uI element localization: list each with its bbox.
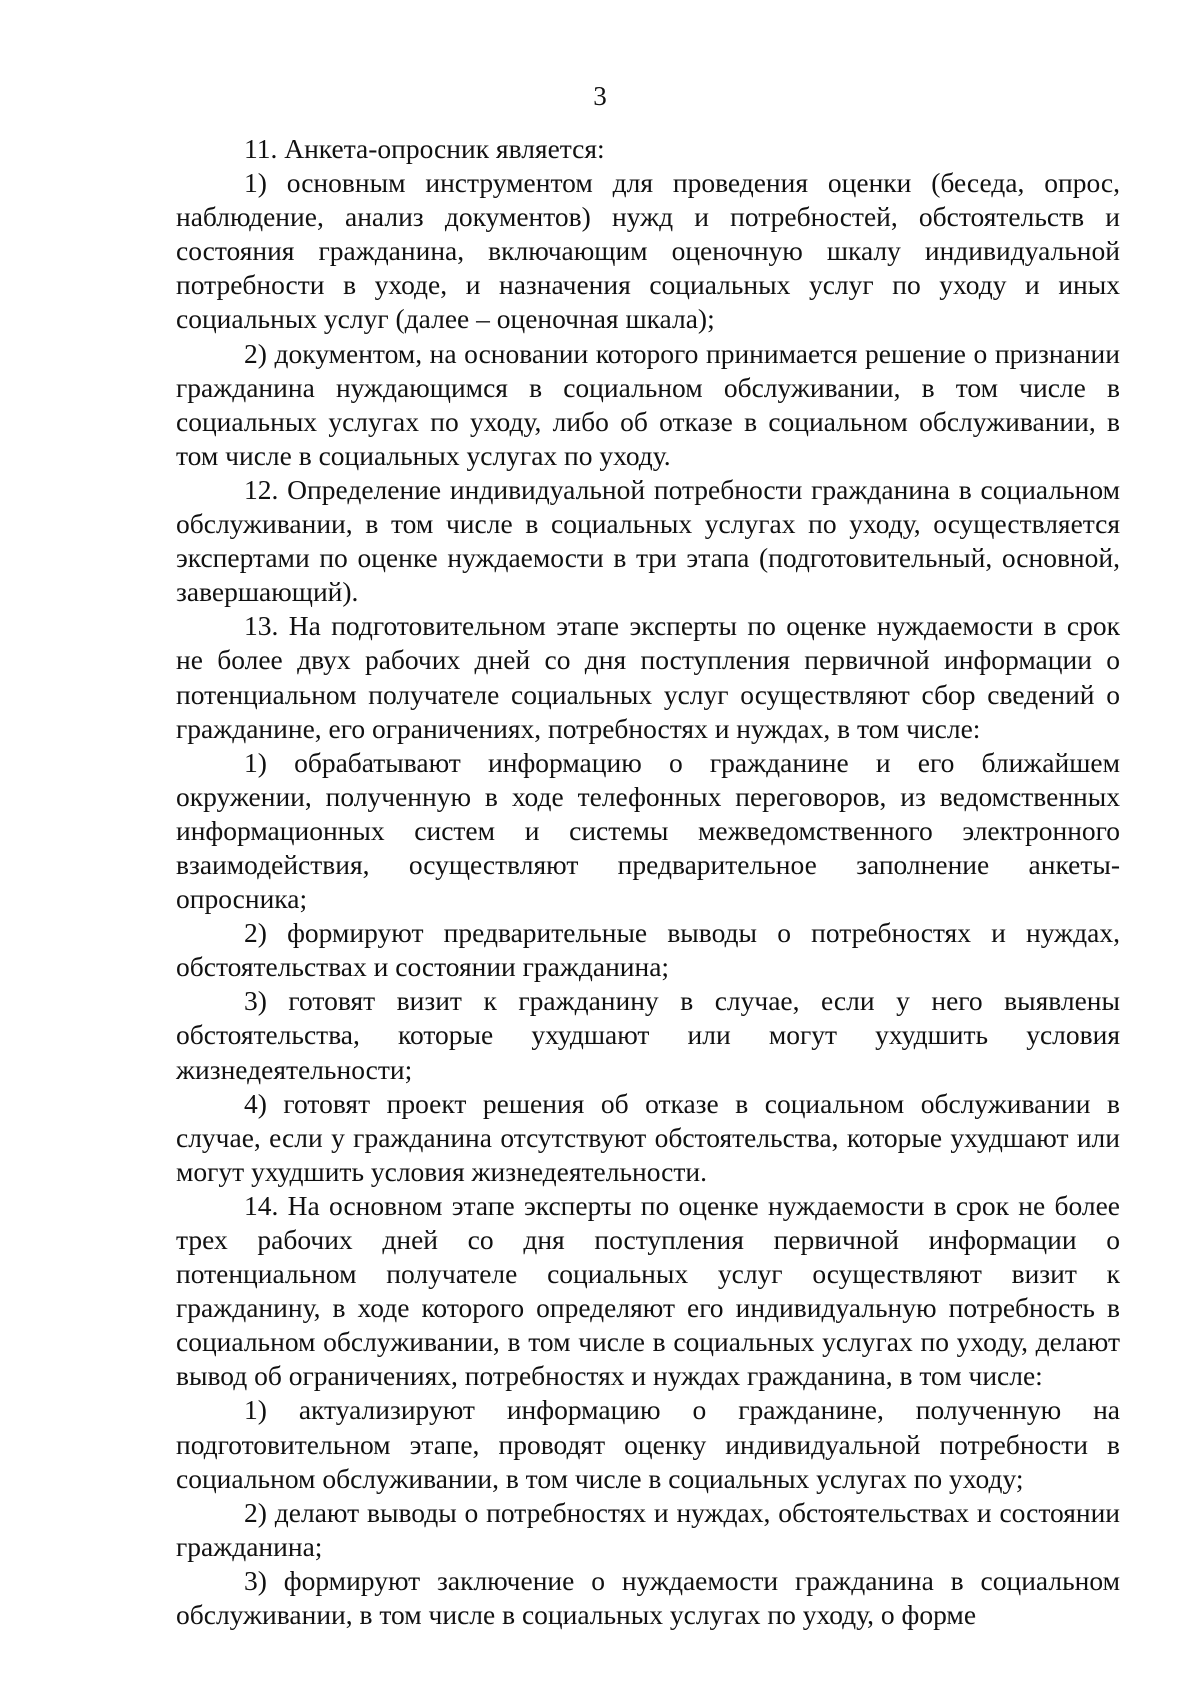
page-number: 3 (593, 81, 607, 111)
document-body (176, 132, 1120, 1632)
paragraph-13-item-2: 2) формируют предварительные выводы о потребностях и нуждах, обстоятельствах и состоянии гражданина; (176, 917, 1120, 983)
paragraph-11-item-1: 1) основным инструментом для проведения оценки (беседа, опрос, наблюдение, анализ документов) нужд и потребностей, обстоятельств и состояния гражданина, включающим оценочную шкалу индивидуальной потребности в уходе, и назначения социальных услуг по уходу и иных социальных услуг (далее – оценочная шкала); (176, 167, 1120, 335)
paragraph-11: 11. Анкета-опросник является: (244, 133, 605, 164)
paragraph-12: 12. Определение индивидуальной потребности гражданина в социальном обслуживании, в том числе в социальных услугах по уходу, осуществляется экспертами по оценке нуждаемости в три этапа (подготовительный, основной, завершающий). (176, 473, 1120, 608)
paragraph-13-item-4: 4) готовят проект решения об отказе в социальном обслуживании в случае, если у гражданина отсутствуют обстоятельства, которые ухудшают или могут ухудшить условия жизнедеятельности. (176, 1087, 1120, 1187)
paragraph-14-item-2: 2) делают выводы о потребностях и нуждах, обстоятельствах и состоянии гражданина; (176, 1496, 1120, 1562)
paragraph-14: 14. На основном этапе эксперты по оценке нуждаемости в срок не более трех рабочих дней со дня поступления первичной информации о потенциальном получателе социальных услуг осуществляют визит к гражданину, в ходе которого определяют его индивидуальную потребность в социальном обслуживании, в том числе в социальных услугах по уходу, делают вывод об ограничениях, потребностях и нуждах гражданина, в том числе: (176, 1189, 1120, 1392)
paragraph-13: 13. На подготовительном этапе эксперты по оценке нуждаемости в срок не более двух рабочих дней со дня поступления первичной информации о потенциальном получателе социальных услуг осуществляют сбор сведений о гражданине, его ограничениях, потребностях и нуждах, в том числе: (176, 610, 1120, 744)
paragraph-14-item-3: 3) формируют заключение о нуждаемости гражданина в социальном обслуживании, в том числе в социальных услугах по уходу, о форме (176, 1564, 1120, 1631)
paragraph-13-item-1: 1) обрабатывают информацию о гражданине и его ближайшем окружении, полученную в ходе телефонных переговоров, из ведомственных информационных систем и системы межведомственного электронного взаимодействия, осуществляют предварительное заполнение анкеты-опросника; (176, 746, 1120, 915)
paragraph-14-item-1: 1) актуализируют информацию о гражданине, полученную на подготовительном этапе, проводят оценку индивидуальной потребности в социальном обслуживании, в том числе в социальных услугах по уходу; (176, 1394, 1120, 1494)
paragraph-11-item-2: 2) документом, на основании которого принимается решение о признании гражданина нуждающимся в социальном обслуживании, в том числе в социальных услугах по уходу, либо об отказе в социальном обслуживании, в том числе в социальных услугах по уходу. (176, 337, 1120, 471)
paragraph-13-item-3: 3) готовят визит к гражданину в случае, если у него выявлены обстоятельства, которые ухудшают или могут ухудшить условия жизнедеятельности; (176, 985, 1120, 1085)
